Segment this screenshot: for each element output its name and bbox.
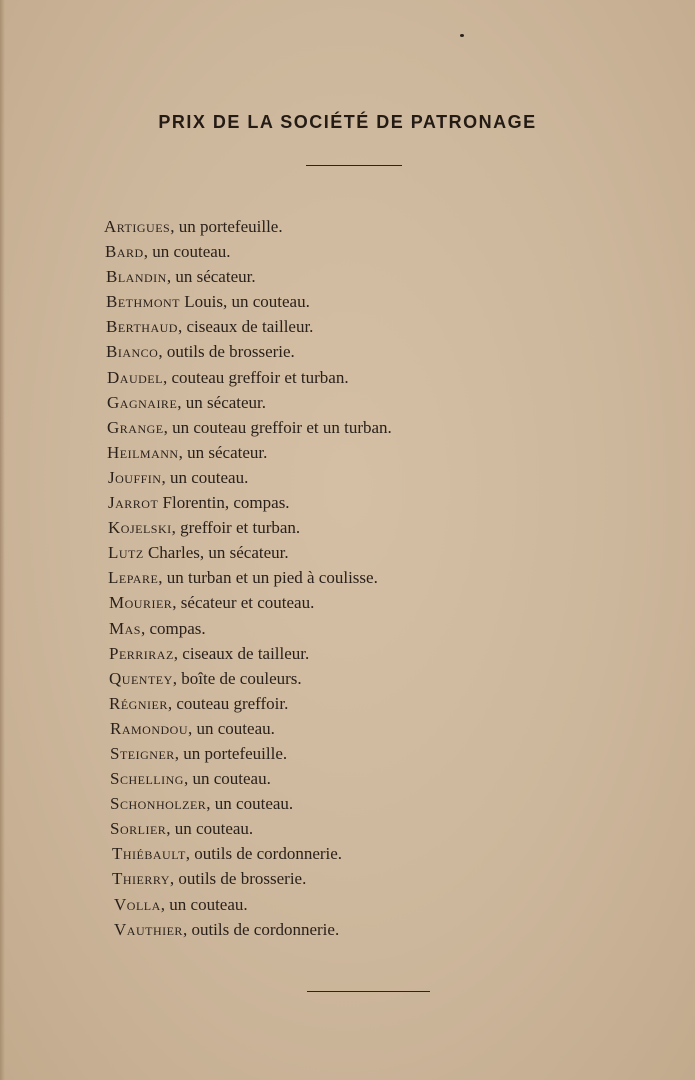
prize-entry xyxy=(104,217,574,242)
recipient-name: Gagnaire xyxy=(107,392,178,412)
recipient-name: Vauthier xyxy=(114,919,183,939)
prize-entry xyxy=(104,669,574,694)
prize-description: , couteau greffoir et turban. xyxy=(162,367,349,387)
prize-description: , un portefeuille. xyxy=(170,217,283,236)
recipient-name: Jarrot xyxy=(108,493,159,513)
prize-entry xyxy=(104,895,574,920)
prize-entry xyxy=(104,920,574,945)
recipient-name: Heilmann xyxy=(107,442,179,462)
prize-description: , ciseaux de tailleur. xyxy=(173,643,310,663)
prize-description: Louis, un couteau. xyxy=(180,292,310,312)
recipient-name: Bianco xyxy=(106,342,159,362)
prize-description: , ciseaux de tailleur. xyxy=(177,317,314,337)
prize-description: , un couteau. xyxy=(143,242,231,262)
recipient-name: Bethmont xyxy=(106,292,180,312)
recipient-name: Régnier xyxy=(109,693,168,713)
prize-entry xyxy=(104,568,574,593)
recipient-name: Jouffin xyxy=(108,467,162,487)
prize-entry xyxy=(104,794,574,819)
prize-description: , un turban et un pied à coulisse. xyxy=(158,568,378,588)
recipient-name: Steigner xyxy=(110,743,175,763)
prize-entry xyxy=(104,493,574,518)
prize-entry xyxy=(104,694,574,719)
prize-entry xyxy=(104,393,574,418)
prize-description: , un couteau. xyxy=(166,819,254,839)
recipient-name: Thierry xyxy=(112,869,170,889)
recipient-name: Artigues xyxy=(104,217,171,236)
prize-description: , un couteau greffoir et un turban. xyxy=(163,417,392,437)
page-edge-shadow xyxy=(0,0,5,1080)
prize-description: , un sécateur. xyxy=(177,392,267,412)
prize-description: , un couteau. xyxy=(183,769,271,789)
recipient-name: Bard xyxy=(105,242,144,262)
prize-description: , greffoir et turban. xyxy=(171,518,301,538)
prize-entry xyxy=(104,242,574,267)
recipient-name: Lutz xyxy=(108,543,144,563)
prize-entry xyxy=(104,468,574,493)
prize-entry xyxy=(104,769,574,794)
prize-entry xyxy=(104,819,574,844)
recipient-name: Sorlier xyxy=(110,819,167,839)
prize-description: , outils de brosserie. xyxy=(158,342,295,362)
prize-entry xyxy=(104,267,574,292)
recipient-name: Daudel xyxy=(107,367,163,387)
prize-description: , couteau greffoir. xyxy=(167,693,289,713)
prize-entry xyxy=(104,368,574,393)
recipient-name: Lepare xyxy=(108,568,159,588)
recipient-name: Mas xyxy=(109,618,141,638)
recipient-name: Kojelski xyxy=(108,518,172,538)
prize-description: , un sécateur. xyxy=(178,442,268,462)
prize-entry xyxy=(104,593,574,618)
recipient-name: Ramondou xyxy=(110,718,189,738)
prize-list xyxy=(104,217,574,945)
prize-description: , sécateur et couteau. xyxy=(172,593,315,613)
title-divider xyxy=(306,165,402,166)
recipient-name: Thiébault xyxy=(112,844,186,864)
prize-entry xyxy=(104,844,574,869)
prize-entry xyxy=(104,518,574,543)
recipient-name: Berthaud xyxy=(106,317,178,337)
recipient-name: Schonholzer xyxy=(110,794,207,814)
recipient-name: Mourier xyxy=(109,593,173,613)
prize-entry xyxy=(104,292,574,317)
prize-description: , un couteau. xyxy=(188,718,275,738)
prize-description: , un couteau. xyxy=(161,467,249,487)
prize-entry xyxy=(104,543,574,568)
prize-entry xyxy=(104,644,574,669)
prize-description: Florentin, compas. xyxy=(158,493,290,513)
prize-description: , outils de cordonnerie. xyxy=(185,844,343,864)
prize-description: , boîte de couleurs. xyxy=(172,668,302,688)
prize-description: , un couteau. xyxy=(160,894,248,914)
prize-entry xyxy=(104,619,574,644)
recipient-name: Volla xyxy=(114,894,161,914)
prize-description: , outils de brosserie. xyxy=(169,869,307,889)
recipient-name: Perriraz xyxy=(109,643,174,663)
prize-entry xyxy=(104,443,574,468)
prize-description: , un portefeuille. xyxy=(174,743,288,763)
prize-description: , outils de cordonnerie. xyxy=(182,919,340,939)
ink-speck xyxy=(460,34,464,37)
recipient-name: Blandin xyxy=(106,267,167,287)
page-title: PRIX DE LA SOCIÉTÉ DE PATRONAGE xyxy=(158,112,537,132)
prize-description: , compas. xyxy=(140,618,206,638)
prize-entry xyxy=(104,342,574,367)
recipient-name: Grange xyxy=(107,417,164,437)
prize-description: , un sécateur. xyxy=(166,267,256,287)
closing-divider xyxy=(307,991,430,992)
prize-entry xyxy=(104,719,574,744)
prize-entry xyxy=(104,317,574,342)
prize-description: Charles, un sécateur. xyxy=(143,543,289,563)
prize-entry xyxy=(104,869,574,894)
prize-entry xyxy=(104,418,574,443)
prize-description: , un couteau. xyxy=(206,794,294,814)
recipient-name: Schelling xyxy=(110,769,184,789)
prize-entry xyxy=(104,744,574,769)
recipient-name: Quentey xyxy=(109,668,173,688)
